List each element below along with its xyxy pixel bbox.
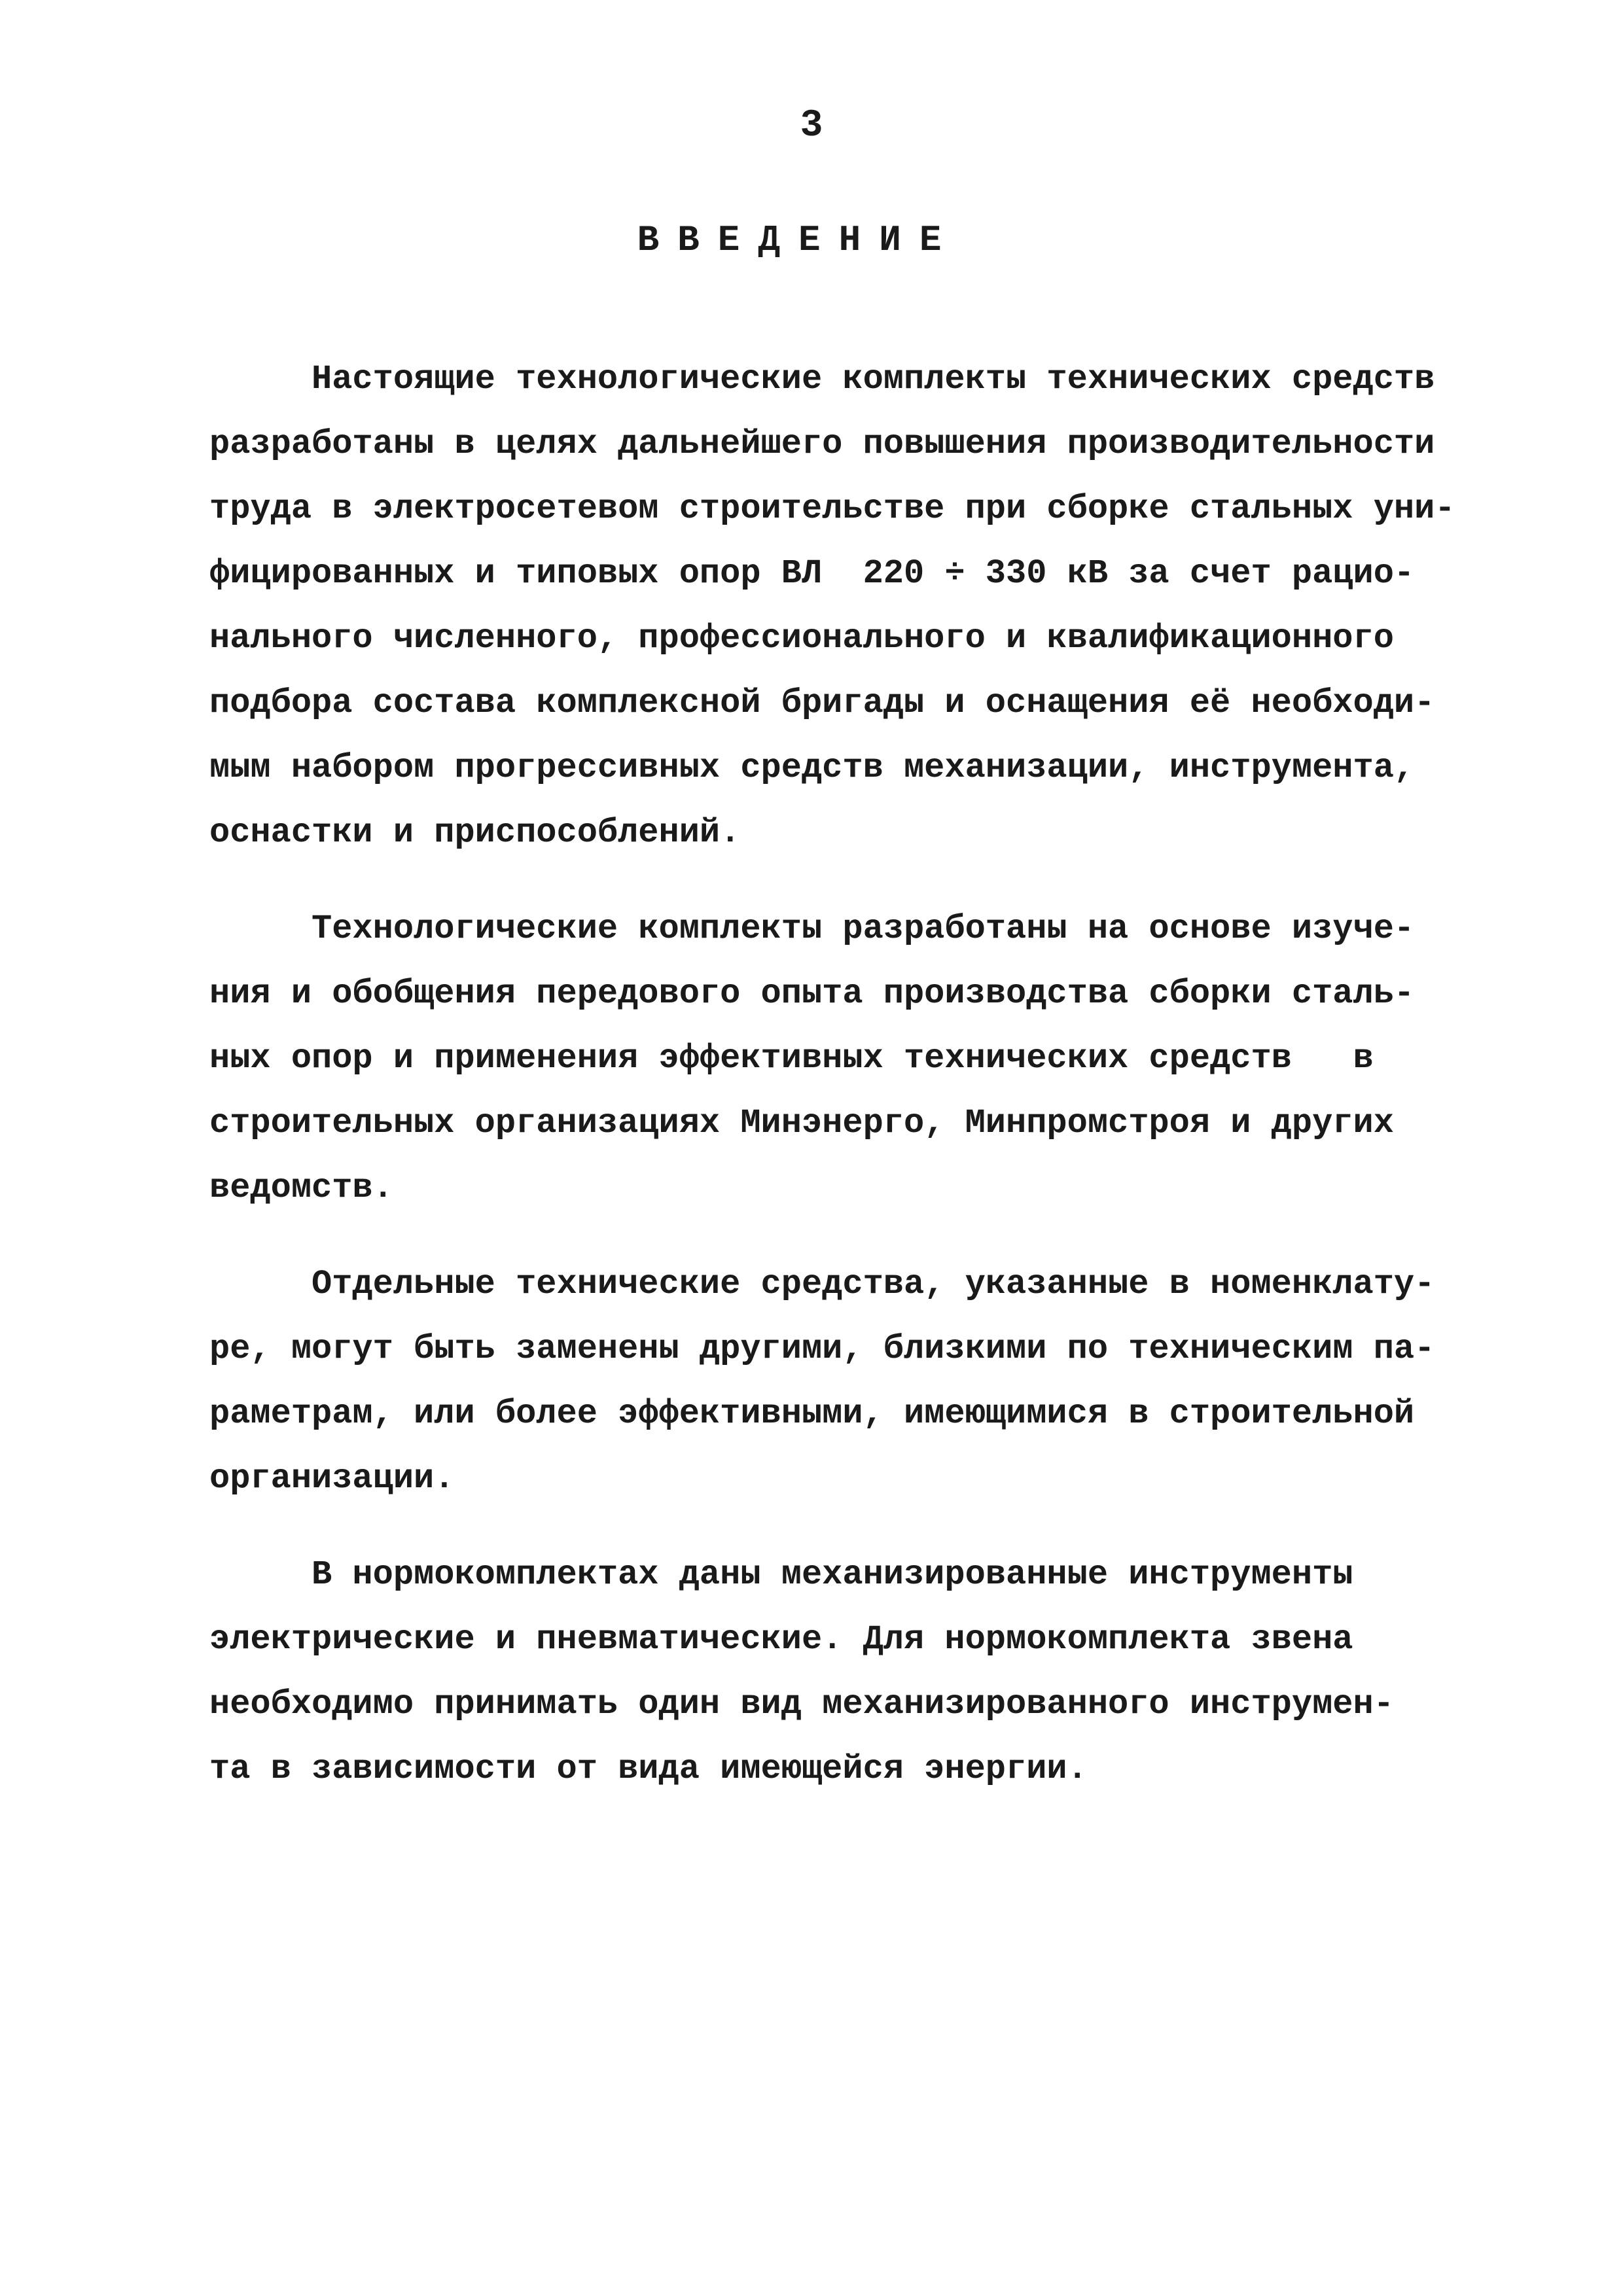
- text-line: Технологические комплекты разработаны на основе изуче-: [209, 910, 1415, 948]
- text-line: фицированных и типовых опор ВЛ 220 ÷ 330 кВ за счет рацио-: [209, 554, 1415, 593]
- text-line: ведомств.: [209, 1169, 393, 1207]
- paragraph-4: [209, 1542, 1466, 1801]
- text-line: ре, могут быть заменены другими, близкими по техническим па-: [209, 1330, 1435, 1368]
- text-line: нального численного, профессионального и квалификационного: [209, 619, 1394, 658]
- page-number: 3: [800, 105, 823, 147]
- text-line: электрические и пневматические. Для нормокомплекта звена: [209, 1620, 1353, 1659]
- text-line: Отдельные технические средства, указанные в номенклату-: [209, 1265, 1435, 1303]
- text-line: ния и обобщения передового опыта производства сборки сталь-: [209, 974, 1415, 1013]
- text-line: подбора состава комплексной бригады и оснащения её необходи-: [209, 684, 1435, 722]
- text-line: Настоящие технологические комплекты технических средств: [209, 360, 1435, 398]
- text-line: та в зависимости от вида имеющейся энергии.: [209, 1750, 1088, 1788]
- text-line: организации.: [209, 1459, 455, 1498]
- text-line: необходимо принимать один вид механизированного инструмен-: [209, 1685, 1394, 1723]
- section-title: ВВЕДЕНИЕ: [637, 219, 960, 261]
- text-line: мым набором прогрессивных средств механизации, инструмента,: [209, 749, 1415, 787]
- body-text: [209, 347, 1466, 1833]
- text-line: В нормокомплектах даны механизированные инструменты: [209, 1555, 1353, 1594]
- paragraph-1: [209, 347, 1466, 865]
- text-line: ных опор и применения эффективных технических средств в: [209, 1039, 1374, 1078]
- text-line: раметрам, или более эффективными, имеющимися в строительной: [209, 1394, 1415, 1433]
- paragraph-2: [209, 896, 1466, 1220]
- text-line: труда в электросетевом строительстве при сборке стальных уни-: [209, 489, 1455, 528]
- text-line: разработаны в целях дальнейшего повышения производительности: [209, 425, 1435, 463]
- paragraph-3: [209, 1252, 1466, 1511]
- text-line: строительных организациях Минэнерго, Минпромстроя и других: [209, 1104, 1394, 1142]
- text-line: оснастки и приспособлений.: [209, 813, 741, 852]
